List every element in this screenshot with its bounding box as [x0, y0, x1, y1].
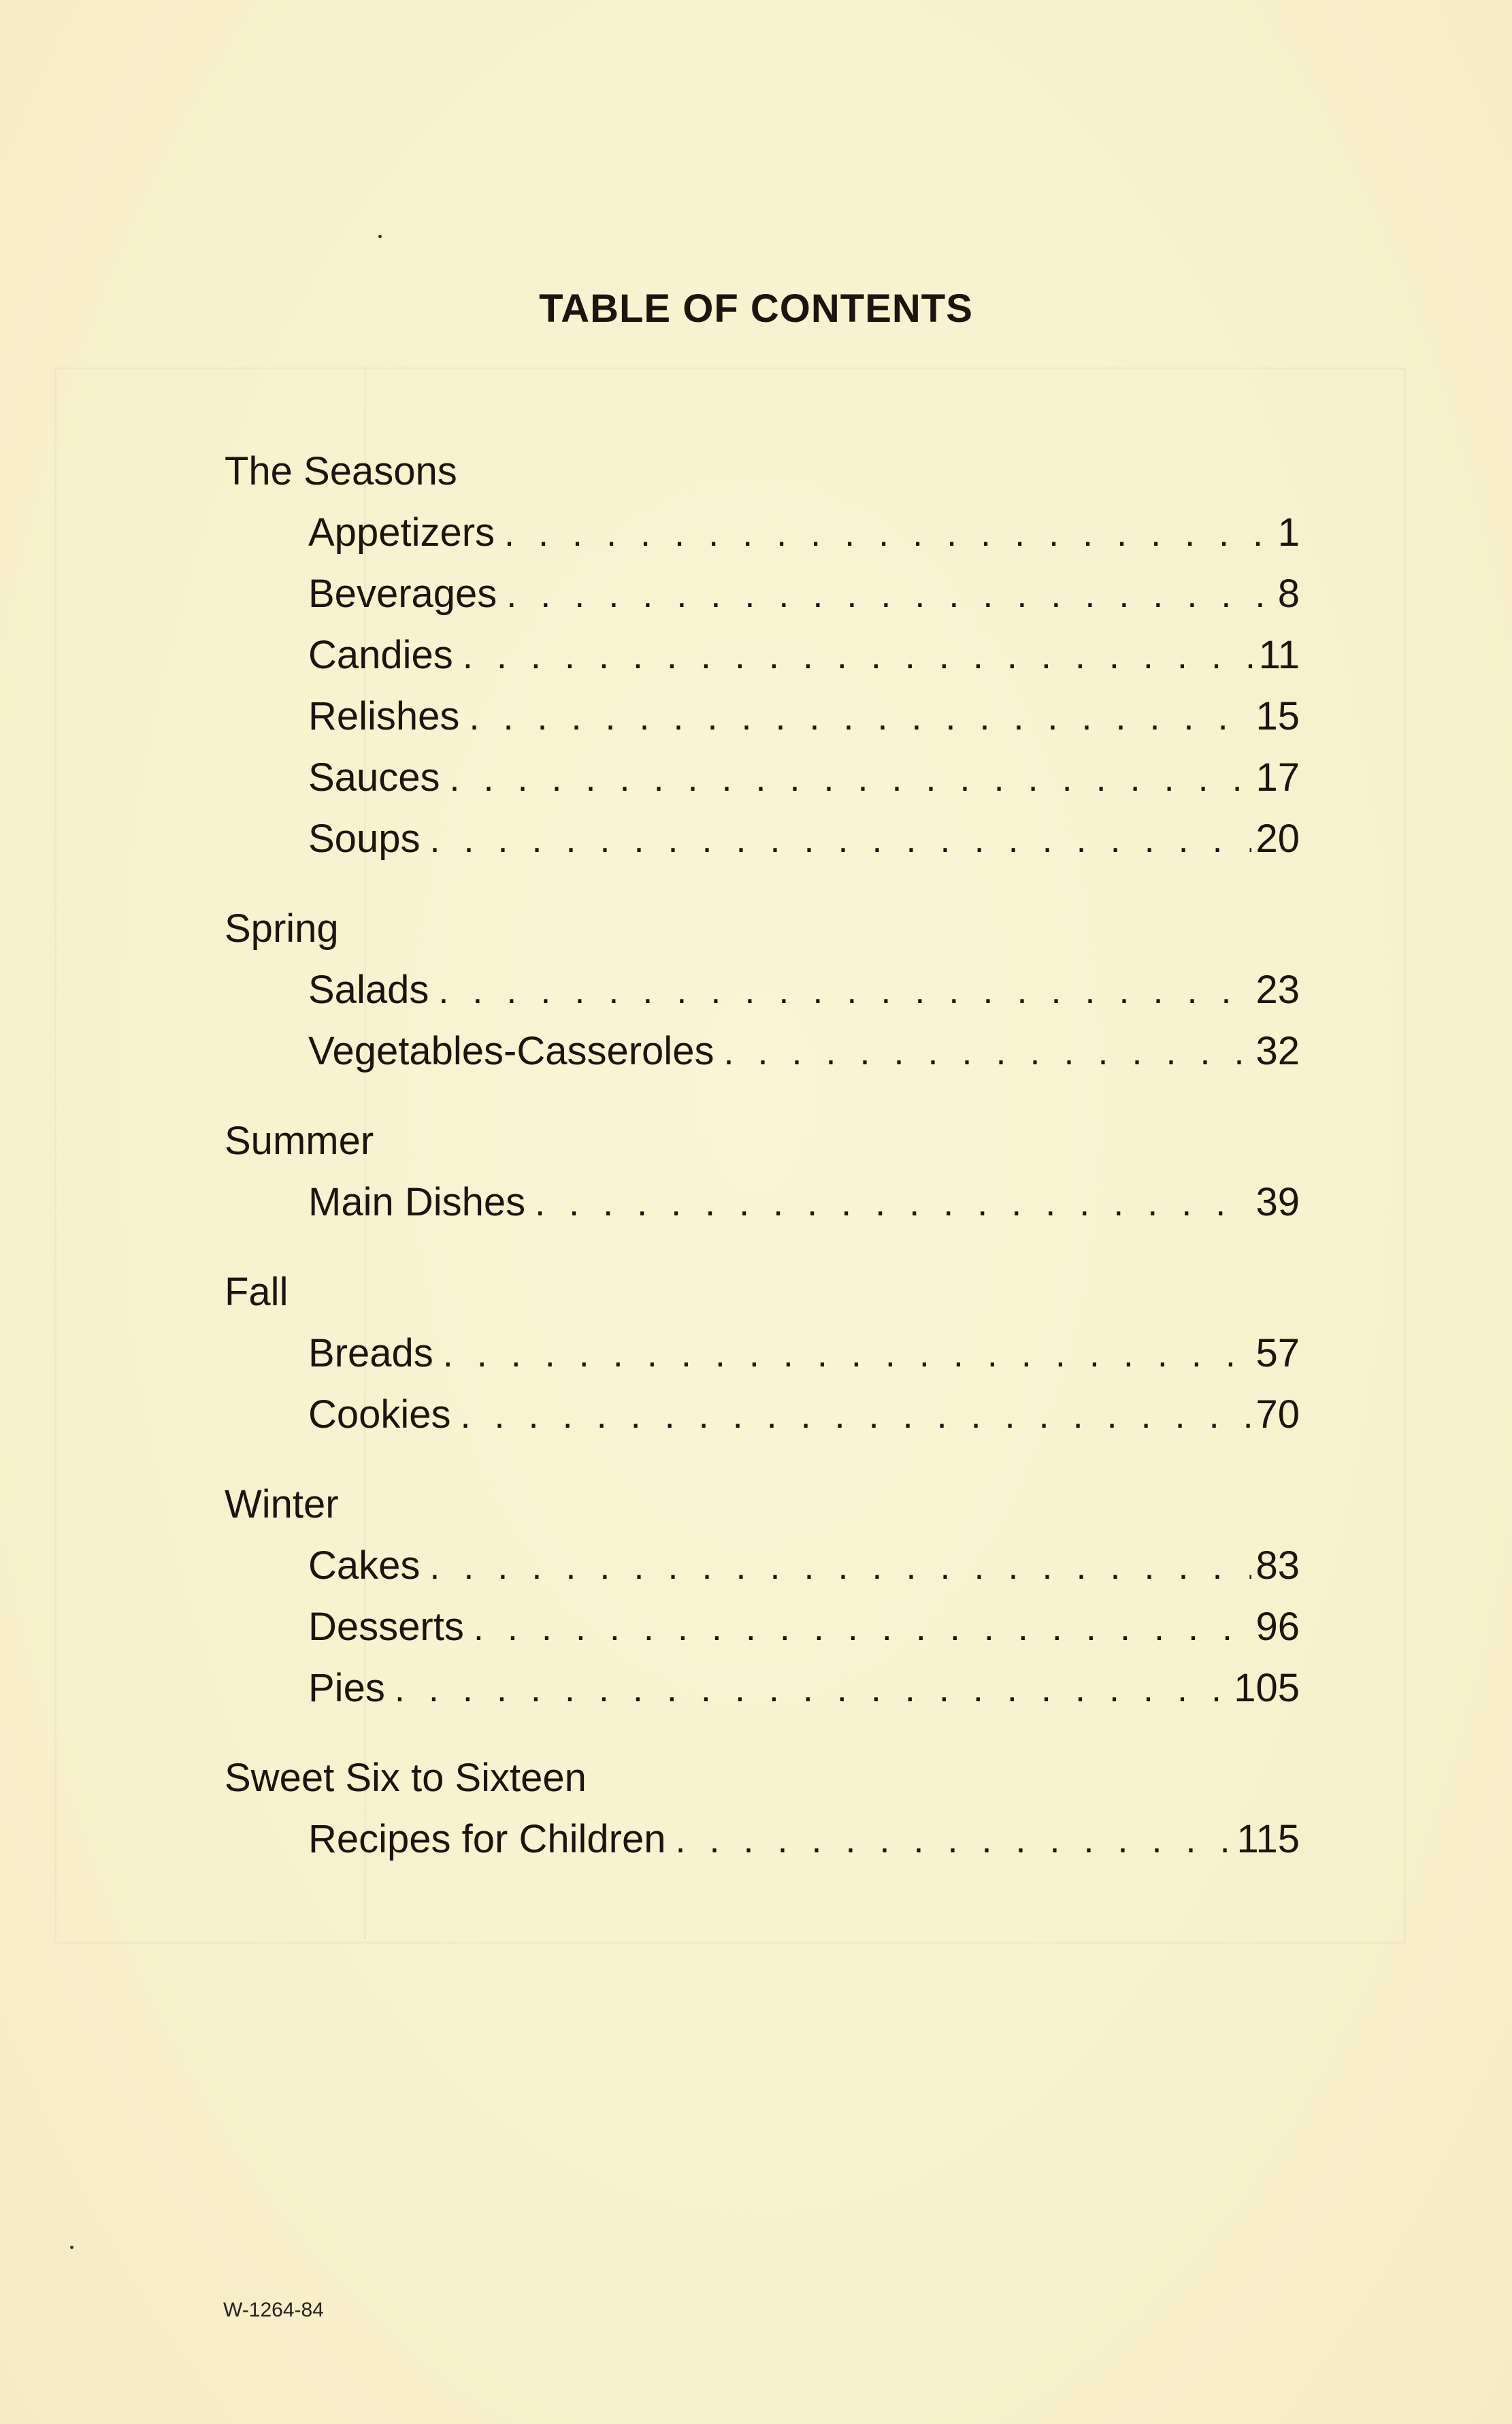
dot-leader [429, 809, 1251, 870]
toc-entry [225, 1172, 1300, 1233]
entry-label: Main Dishes [308, 1180, 526, 1224]
dot-leader [535, 1173, 1251, 1234]
toc-entry [225, 1535, 1300, 1596]
toc-entry [225, 1384, 1300, 1445]
entry-page-number: 96 [1255, 1605, 1300, 1649]
entry-page-number: 83 [1255, 1543, 1300, 1588]
toc-entry [225, 1021, 1300, 1082]
entry-label: Candies [308, 633, 453, 677]
page-title: TABLE OF CONTENTS [539, 286, 973, 331]
dot-leader [463, 625, 1255, 687]
form-code: W-1264-84 [223, 2299, 324, 2321]
entry-page-number: 8 [1277, 572, 1300, 616]
dot-leader [429, 1536, 1251, 1597]
paper-speck [70, 2246, 73, 2249]
entry-label: Sauces [308, 755, 440, 800]
entry-page-number: 70 [1255, 1392, 1300, 1437]
entry-label: Salads [308, 968, 429, 1012]
entry-page-number: 1 [1277, 510, 1300, 555]
toc-entry [225, 1658, 1300, 1719]
entry-page-number: 15 [1255, 694, 1300, 738]
toc-entry [225, 1596, 1300, 1658]
entry-page-number: 39 [1255, 1180, 1300, 1224]
entry-label: Vegetables-Casseroles [308, 1029, 714, 1073]
entry-label: Cakes [308, 1543, 421, 1588]
dot-leader [449, 748, 1251, 809]
toc-entry [225, 502, 1300, 563]
dot-leader [723, 1021, 1251, 1083]
toc-entry [225, 563, 1300, 625]
toc-section [225, 1748, 1300, 1870]
entry-label: Breads [308, 1331, 433, 1375]
entry-label: Soups [308, 817, 421, 861]
toc-section [225, 898, 1300, 1082]
paper-speck [378, 235, 382, 238]
toc-section [225, 1262, 1300, 1445]
entry-label: Desserts [308, 1605, 464, 1649]
entry-page-number: 17 [1255, 755, 1300, 800]
dot-leader [443, 1324, 1252, 1385]
dot-leader [438, 960, 1251, 1021]
toc-entry [225, 747, 1300, 808]
toc-section [225, 1474, 1300, 1719]
section-title: Summer [225, 1119, 374, 1163]
entry-label: Relishes [308, 694, 460, 738]
section-title: Fall [225, 1270, 289, 1314]
dot-leader [506, 564, 1273, 625]
dot-leader [474, 1597, 1252, 1658]
toc-entry [225, 625, 1300, 686]
entry-label: Pies [308, 1666, 385, 1710]
entry-label: Cookies [308, 1392, 451, 1437]
toc-entry [225, 1809, 1300, 1870]
dot-leader [461, 1385, 1252, 1446]
entry-label: Beverages [308, 572, 497, 616]
entry-page-number: 105 [1234, 1666, 1300, 1710]
toc-entry [225, 1323, 1300, 1384]
dot-leader [504, 503, 1274, 564]
entry-page-number: 20 [1255, 817, 1300, 861]
entry-page-number: 32 [1255, 1029, 1300, 1073]
entry-label: Appetizers [308, 510, 495, 555]
section-title: The Seasons [225, 449, 457, 493]
section-title: Spring [225, 906, 339, 951]
entry-page-number: 115 [1236, 1817, 1300, 1861]
toc-entry [225, 960, 1300, 1021]
entry-label: Recipes for Children [308, 1817, 666, 1861]
entry-page-number: 23 [1255, 968, 1300, 1012]
toc-entry [225, 686, 1300, 747]
toc-section [225, 1111, 1300, 1233]
table-of-contents [225, 441, 1300, 1899]
entry-page-number: 11 [1258, 633, 1300, 677]
section-title: Sweet Six to Sixteen [225, 1756, 587, 1800]
section-title: Winter [225, 1482, 339, 1526]
dot-leader [675, 1809, 1232, 1871]
dot-leader [395, 1658, 1230, 1720]
toc-section [225, 441, 1300, 870]
entry-page-number: 57 [1255, 1331, 1300, 1375]
toc-entry [225, 808, 1300, 870]
dot-leader [469, 687, 1251, 748]
